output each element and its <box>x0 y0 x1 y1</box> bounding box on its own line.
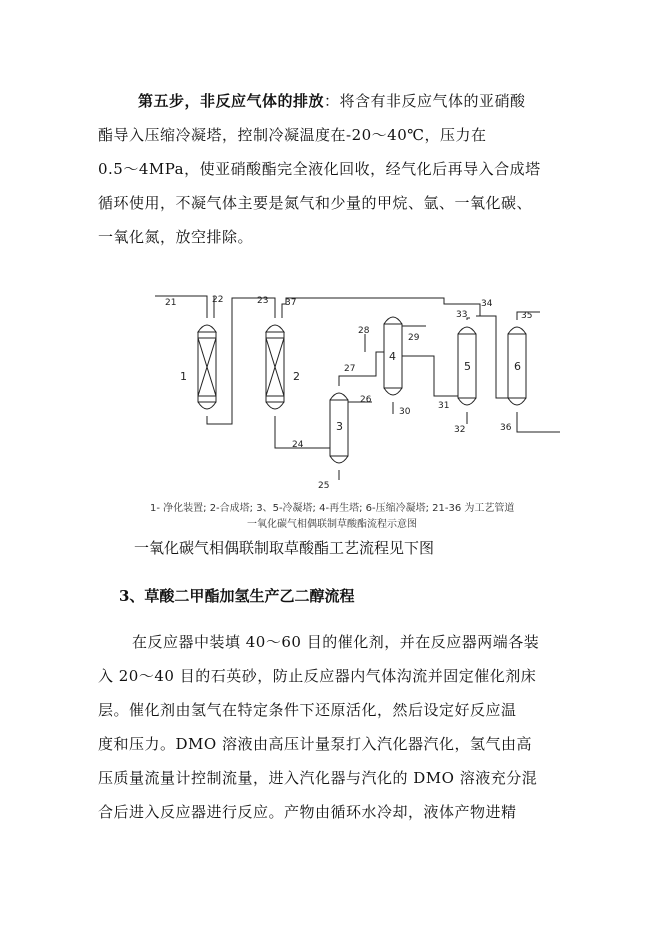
unit-label-5: 5 <box>464 360 471 373</box>
step5-line-5: 一氧化氮，放空排除。 <box>98 228 254 246</box>
unit-label-1: 1 <box>180 370 187 383</box>
pipe-23: 23 <box>257 296 269 306</box>
pipe-31: 31 <box>438 401 450 411</box>
section3-line-1: 在反应器中装填 40～60 目的催化剂，并在反应器两端各装 <box>132 633 540 651</box>
section-3-heading: 3、草酸二甲酯加氢生产乙二醇流程 <box>119 587 355 605</box>
pipe-36: 36 <box>500 423 512 433</box>
pipe-28: 28 <box>358 326 370 336</box>
section3-line-5: 压质量流量计控制流量，进入汽化器与汽化的 DMO 溶液充分混 <box>98 769 538 787</box>
pipe-24: 24 <box>292 440 304 450</box>
section3-line-4: 度和压力。DMO 溶液由高压计量泵打入汽化器汽化，氢气由高 <box>98 735 532 753</box>
section3-line-3: 层。催化剂由氢气在特定条件下还原活化，然后设定好反应温 <box>98 701 517 719</box>
step5-line-1: 第五步，非反应气体的排放：将含有非反应气体的亚硝酸 <box>138 92 526 110</box>
pipe-34: 34 <box>481 299 493 309</box>
pipe-29: 29 <box>408 333 420 343</box>
diagram-legend: 1- 净化装置; 2-合成塔; 3、5-冷凝塔; 4-再生塔; 6-压缩冷凝塔; 21-36 为工艺管道 <box>150 503 515 514</box>
section3-line-6: 合后进入反应器进行反应。产物由循环水冷却，液体产物进精 <box>98 803 517 821</box>
pipe-37: 37 <box>285 298 297 308</box>
unit-label-3: 3 <box>336 420 343 433</box>
pipe-27: 27 <box>344 364 356 374</box>
pipe-22: 22 <box>212 295 224 305</box>
step5-title: 第五步，非反应气体的排放 <box>138 92 325 110</box>
unit-1-purifier <box>198 325 216 409</box>
diagram-title: 一氧化碳气相偶联制草酸酯流程示意图 <box>247 519 417 530</box>
unit-2-synthesis-tower <box>266 325 284 409</box>
unit-label-4: 4 <box>389 350 396 363</box>
pipe-26: 26 <box>360 395 372 405</box>
pipe-30: 30 <box>399 407 411 417</box>
unit-label-2: 2 <box>293 370 300 383</box>
step5-line-2: 酯导入压缩冷凝塔，控制冷凝温度在-20～40℃，压力在 <box>98 126 487 144</box>
pipe-35: 35 <box>521 311 533 321</box>
pipe-32: 32 <box>454 425 466 435</box>
pipe-25: 25 <box>318 481 330 491</box>
diagram-caption: 一氧化碳气相偶联制取草酸酯工艺流程见下图 <box>134 539 435 557</box>
section3-line-2: 入 20～40 目的石英砂，防止反应器内气体沟流并固定催化剂床 <box>98 667 537 685</box>
unit-label-6: 6 <box>514 360 521 373</box>
step5-line-4: 循环使用，不凝气体主要是氮气和少量的甲烷、氩、一氧化碳、 <box>98 194 533 212</box>
pipe-21: 21 <box>165 298 177 308</box>
pipe-33: 33 <box>456 310 468 320</box>
step5-line-3: 0.5～4MPa，使亚硝酸酯完全液化回收，经气化后再导入合成塔 <box>98 160 541 178</box>
